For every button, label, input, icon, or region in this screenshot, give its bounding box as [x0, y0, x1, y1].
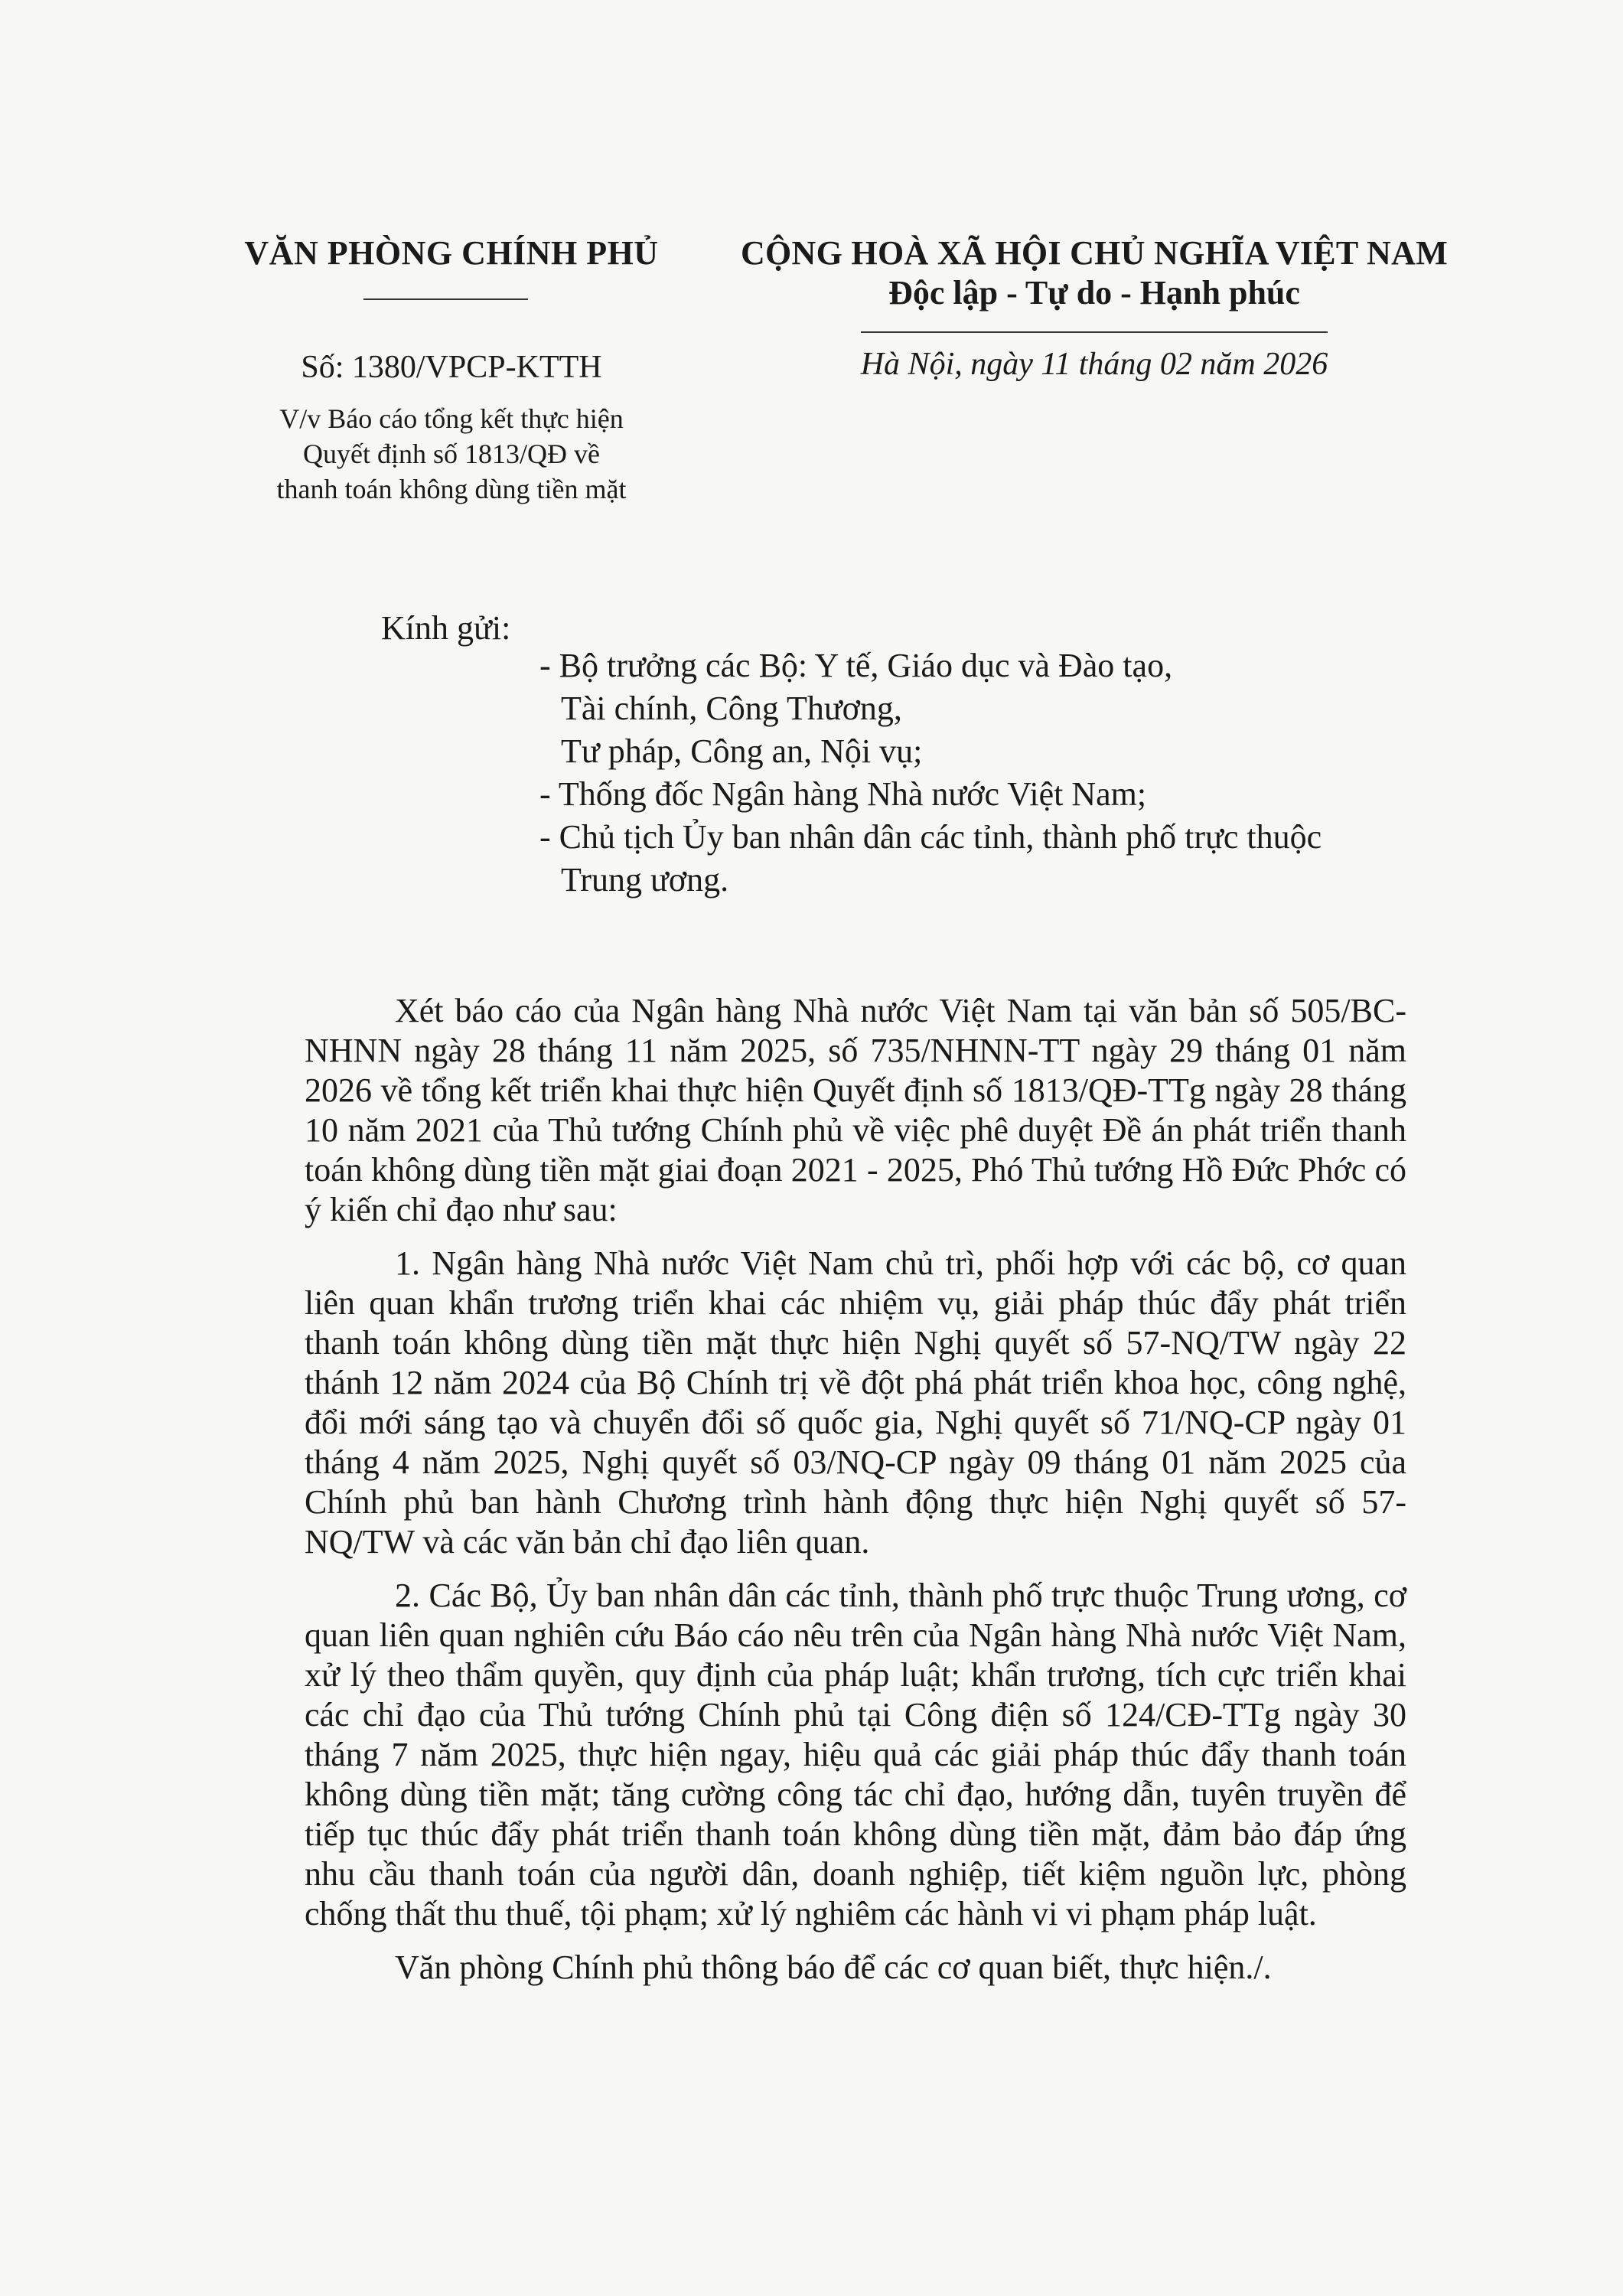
- place-and-date: Hà Nội, ngày 11 tháng 02 năm 2026: [860, 347, 1328, 382]
- recipient-line: - Thống đốc Ngân hàng Nhà nước Việt Nam;: [539, 775, 1147, 813]
- document-body: [305, 991, 1406, 2001]
- document-number: Số: 1380/VPCP-KTTH: [301, 350, 602, 385]
- body-paragraph: Văn phòng Chính phủ thông báo để các cơ quan biết, thực hiện./.: [395, 1949, 1272, 1986]
- body-paragraph: 2. Các Bộ, Ủy ban nhân dân các tỉnh, thành phố trực thuộc Trung ương, cơ quan liên quan nghiên cứu Báo cáo nêu trên của Ngân hàng Nhà nước Việt Nam, xử lý theo thẩm quyền, quy định của pháp luật; khẩn trương, tích cực triển khai các chỉ đạo của Thủ tướng Chính phủ tại Công điện số 124/CĐ-TTg ngày 30 tháng 7 năm 2025, thực hiện ngay, hiệu quả các giải pháp thúc đẩy thanh toán không dùng tiền mặt; tăng cường công tác chỉ đạo, hướng dẫn, tuyên truyền để tiếp tục thúc đẩy phát triển thanh toán không dùng tiền mặt, đảm bảo đáp ứng nhu cầu thanh toán của người dân, doanh nghiệp, tiết kiệm nguồn lực, phòng chống thất thu thuế, tội phạm; xử lý nghiêm các hành vi vi phạm pháp luật.: [305, 1577, 1406, 1932]
- subject-line: V/v Báo cáo tổng kết thực hiện: [279, 403, 624, 434]
- recipient-line: - Chủ tịch Ủy ban nhân dân các tỉnh, thành phố trực thuộc: [539, 818, 1322, 856]
- national-title: CỘNG HOÀ XÃ HỘI CHỦ NGHĨA VIỆT NAM: [740, 234, 1449, 272]
- subject-line: thanh toán không dùng tiền mặt: [276, 474, 627, 504]
- document-subject: [230, 401, 673, 507]
- recipient-line: Trung ương.: [561, 861, 729, 899]
- national-motto: Độc lập - Tự do - Hạnh phúc: [888, 274, 1300, 311]
- recipient-line: Tài chính, Công Thương,: [561, 690, 902, 727]
- subject-line: Quyết định số 1813/QĐ về: [303, 439, 600, 469]
- recipient-line: - Bộ trưởng các Bộ: Y tế, Giáo dục và Đào tạo,: [539, 647, 1173, 684]
- body-paragraph: Xét báo cáo của Ngân hàng Nhà nước Việt Nam tại văn bản số 505/BC-NHNN ngày 28 tháng 11 năm 2025, số 735/NHNN-TT ngày 29 tháng 01 năm 2026 về tổng kết triển khai thực hiện Quyết định số 1813/QĐ-TTg ngày 28 tháng 10 năm 2021 của Thủ tướng Chính phủ về việc phê duyệt Đề án phát triển thanh toán không dùng tiền mặt giai đoạn 2021 - 2025, Phó Thủ tướng Hồ Đức Phớc có ý kiến chỉ đạo như sau:: [305, 992, 1406, 1228]
- motto-underline: [861, 331, 1328, 333]
- issuing-organization: VĂN PHÒNG CHÍNH PHỦ: [244, 234, 659, 272]
- recipient-line: Tư pháp, Công an, Nội vụ;: [561, 732, 923, 770]
- body-paragraph: 1. Ngân hàng Nhà nước Việt Nam chủ trì, phối hợp với các bộ, cơ quan liên quan khẩn trương triển khai các nhiệm vụ, giải pháp thúc đẩy phát triển thanh toán không dùng tiền mặt thực hiện Nghị quyết số 57-NQ/TW ngày 22 thánh 12 năm 2024 của Bộ Chính trị về đột phá phát triển khoa học, công nghệ, đổi mới sáng tạo và chuyển đổi số quốc gia, Nghị quyết số 71/NQ-CP ngày 01 tháng 4 năm 2025, Nghị quyết số 03/NQ-CP ngày 09 tháng 01 năm 2025 của Chính phủ ban hành Chương trình hành động thực hiện Nghị quyết số 57-NQ/TW và các văn bản chỉ đạo liên quan.: [305, 1244, 1406, 1561]
- recipient-list: [539, 644, 1322, 902]
- greeting: Kính gửi:: [381, 609, 511, 647]
- organization-underline: [363, 298, 528, 300]
